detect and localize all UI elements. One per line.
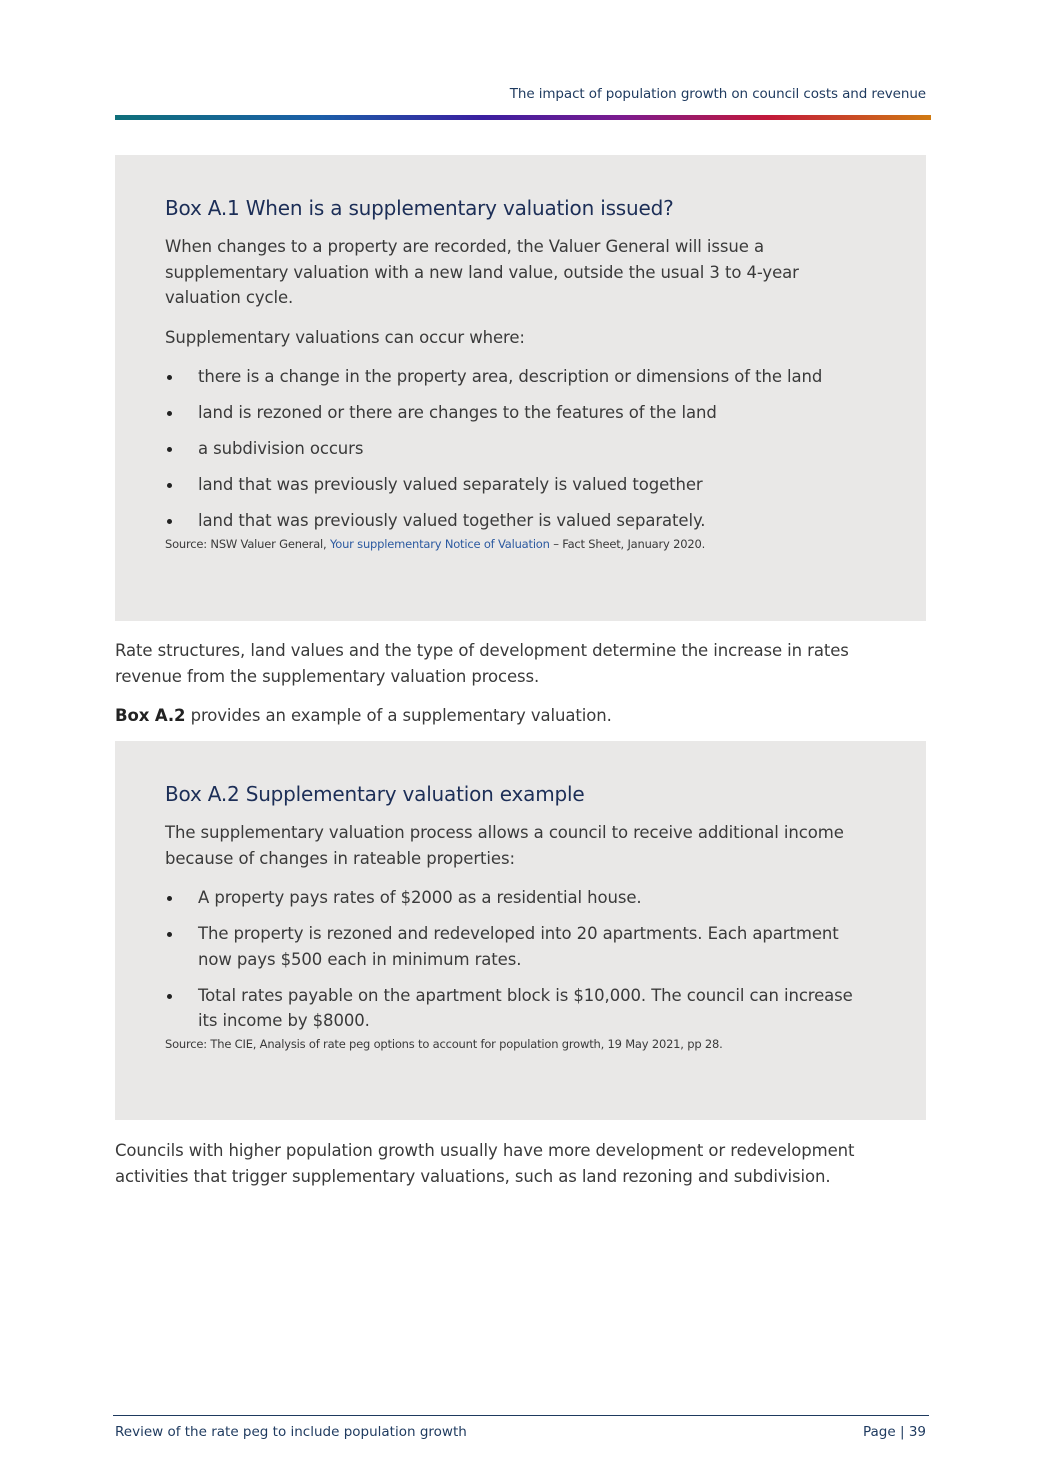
box-a1-source-prefix: Source: NSW Valuer General, (165, 536, 330, 551)
box-a2-bullet: Total rates payable on the apartment block is $10,000. The council can increase its income by $8000. (165, 983, 876, 1034)
box-a1-bullet: there is a change in the property area, description or dimensions of the land (165, 364, 876, 390)
header-title: The impact of population growth on council costs and revenue (509, 86, 926, 102)
box-a1-title: Box A.1 When is a supplementary valuation issued? (165, 196, 674, 220)
box-a1-intro: When changes to a property are recorded, the Valuer General will issue a supplementary valuation with a new land value, outside the usual 3 to 4-year valuation cycle. (165, 237, 799, 307)
box-a1-bullet: land that was previously valued separately is valued together (165, 472, 876, 498)
box-a1-source-suffix: – Fact Sheet, January 2020. (549, 536, 706, 551)
box-a2-bullet-list (165, 885, 876, 1034)
body-paragraph-2-text: provides an example of a supplementary valuation. (185, 706, 612, 725)
body-paragraph-3: Councils with higher population growth usually have more development or redevelopment activities that trigger supplementary valuations, such as land rezoning and subdivision. (115, 1141, 855, 1186)
box-a2-source: Source: The CIE, Analysis of rate peg options to account for population growth, 19 May 2021, pp 28. (165, 1036, 723, 1051)
footer-document-title: Review of the rate peg to include population growth (115, 1424, 467, 1440)
box-a2-bullet: The property is rezoned and redeveloped into 20 apartments. Each apartment now pays $500 each in minimum rates. (165, 921, 876, 972)
header-gradient-rule (115, 115, 931, 120)
box-a2-intro: The supplementary valuation process allows a council to receive additional income because of changes in rateable properties: (165, 823, 844, 868)
body-paragraph-2 (115, 703, 895, 729)
box-a1-lead: Supplementary valuations can occur where: (165, 327, 525, 347)
box-reference: Box A.2 (115, 706, 186, 725)
footer-rule (113, 1415, 929, 1416)
source-link[interactable]: Your supplementary Notice of Valuation (329, 536, 550, 551)
box-a1-bullet-list (165, 364, 876, 534)
box-a1 (115, 155, 926, 621)
box-a2-bullet: A property pays rates of $2000 as a residential house. (165, 885, 876, 911)
box-a2 (115, 741, 926, 1120)
body-paragraph-1: Rate structures, land values and the type of development determine the increase in rates revenue from the supplementary valuation process. (115, 641, 849, 686)
box-a1-bullet: a subdivision occurs (165, 436, 876, 462)
box-a1-source (165, 537, 876, 551)
box-a1-bullet: land that was previously valued together is valued separately. (165, 508, 876, 534)
footer-page-number: Page | 39 (863, 1424, 926, 1440)
box-a1-bullet: land is rezoned or there are changes to the features of the land (165, 400, 876, 426)
box-a2-title: Box A.2 Supplementary valuation example (165, 782, 585, 806)
